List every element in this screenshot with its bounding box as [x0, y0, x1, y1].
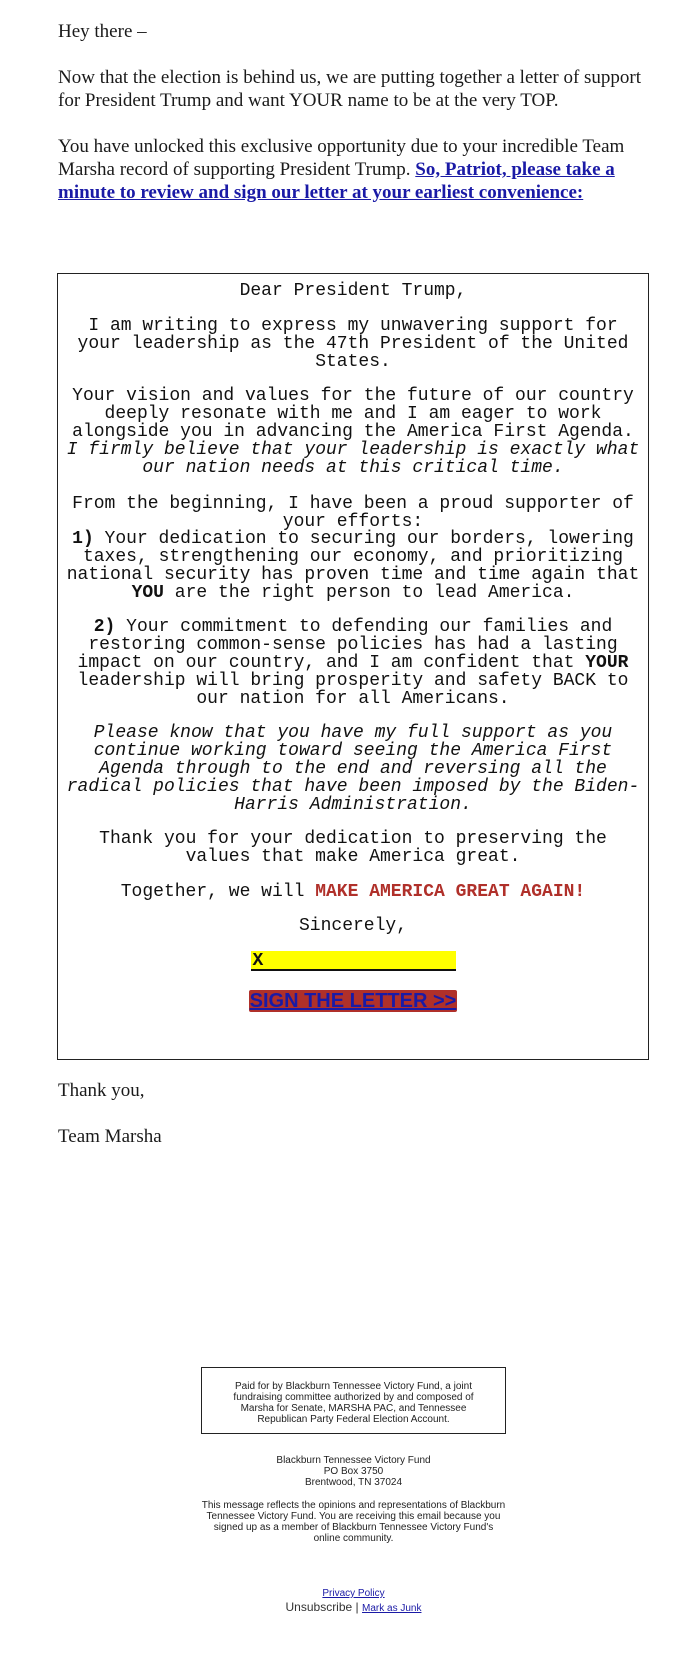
paid-for-disclaimer: Paid for by Blackburn Tennessee Victory Fund, a joint fundraising committee authorized by and composed of Marsha for Senate, MARSHA PAC, and Tennessee Republican Party Federal Election Account. — [201, 1367, 506, 1434]
letter-paragraph-6 — [66, 724, 640, 814]
point-2-text-b: leadership will bring prosperity and safety BACK to our nation for all Americans. — [77, 671, 629, 709]
address-line-2: PO Box 3750 — [323, 1466, 384, 1477]
address-line-3: Brentwood, TN 37024 — [304, 1477, 403, 1488]
point-2-bold: YOUR — [585, 653, 629, 673]
point-1-text-b: are the right person to lead America. — [163, 583, 575, 603]
sign-row — [66, 990, 640, 1012]
letter-box — [57, 273, 649, 1060]
letter-paragraph-2 — [66, 387, 640, 477]
privacy-row — [200, 1588, 507, 1599]
email-closing — [58, 1079, 162, 1171]
closing-signature: Team Marsha — [58, 1126, 162, 1147]
together-text: Together, we will — [120, 882, 316, 902]
mailing-address — [200, 1455, 507, 1488]
letter-paragraph-6-italic: Please know that you have my full support as you continue working toward seeing the America First Agenda through to the end and reversing all the radical policies that have been imposed by the Biden-Harris Administration. — [66, 723, 640, 815]
point-2-text-a: Your commitment to defending our families and restoring common-sense policies has had a lasting impact on our country, and I am confident that — [77, 617, 618, 673]
letter-point-1 — [66, 530, 640, 602]
email-body — [58, 20, 658, 227]
signature-field[interactable] — [251, 951, 456, 971]
invite-paragraph — [58, 135, 658, 204]
sign-letter-button[interactable]: SIGN THE LETTER >> — [249, 990, 457, 1012]
intro-paragraph: Now that the election is behind us, we are putting together a letter of support for President Trump and want YOUR name to be at the very TOP. — [58, 67, 642, 111]
point-1-number: 1) — [72, 529, 94, 549]
review-letter-link[interactable]: So, Patriot, please take a minute to review and sign our letter at your earliest convenience: — [58, 159, 615, 203]
privacy-policy-link[interactable]: Privacy Policy — [322, 1588, 385, 1599]
invite-text: You have unlocked this exclusive opportunity due to your incredible Team Marsha record of supporting President Trump. — [58, 136, 625, 180]
letter-paragraph-7: Thank you for your dedication to preserving the values that make America great. — [99, 829, 607, 867]
letter-point-2 — [66, 618, 640, 708]
maga-text: MAKE AMERICA GREAT AGAIN! — [315, 882, 586, 902]
point-2-number: 2) — [93, 617, 116, 637]
unsubscribe-link[interactable]: Unsubscribe — [285, 1600, 353, 1614]
greeting: Hey there – — [58, 21, 147, 42]
signature-x: X — [252, 951, 264, 971]
letter-paragraph-2-text: Your vision and values for the future of our country deeply resonate with me and I am eager to work alongside you in advancing the America First Agenda. — [72, 386, 634, 442]
letter-paragraph-3: From the beginning, I have been a proud supporter of your efforts: — [72, 494, 634, 532]
letter-signoff: Sincerely, — [298, 916, 408, 936]
letter-salutation: Dear President Trump, — [239, 281, 467, 301]
signature-row — [66, 951, 640, 971]
unsubscribe-row — [200, 1600, 507, 1616]
letter-paragraph-1: I am writing to express my unwavering support for your leadership as the 47th President of the United States. — [77, 316, 629, 372]
footer-separator: | — [355, 1600, 359, 1614]
subscription-notice: This message reflects the opinions and representations of Blackburn Tennessee Victory Fund. You are receiving this email because you signed up as a member of Blackburn Tennessee Victory Fund's online community. — [201, 1500, 506, 1544]
point-1-text-a: Your dedication to securing our borders, lowering taxes, strengthening our economy, and prioritizing national security has proven time and time again that — [66, 529, 640, 585]
letter-paragraph-8 — [66, 883, 640, 901]
letter-paragraph-2-italic: I firmly believe that your leadership is exactly what our nation needs at this critical time. — [66, 440, 640, 478]
closing-thanks: Thank you, — [58, 1080, 145, 1101]
point-1-bold: YOU — [131, 583, 164, 603]
mark-as-junk-link[interactable]: Mark as Junk — [362, 1603, 422, 1614]
address-line-1: Blackburn Tennessee Victory Fund — [276, 1455, 431, 1466]
